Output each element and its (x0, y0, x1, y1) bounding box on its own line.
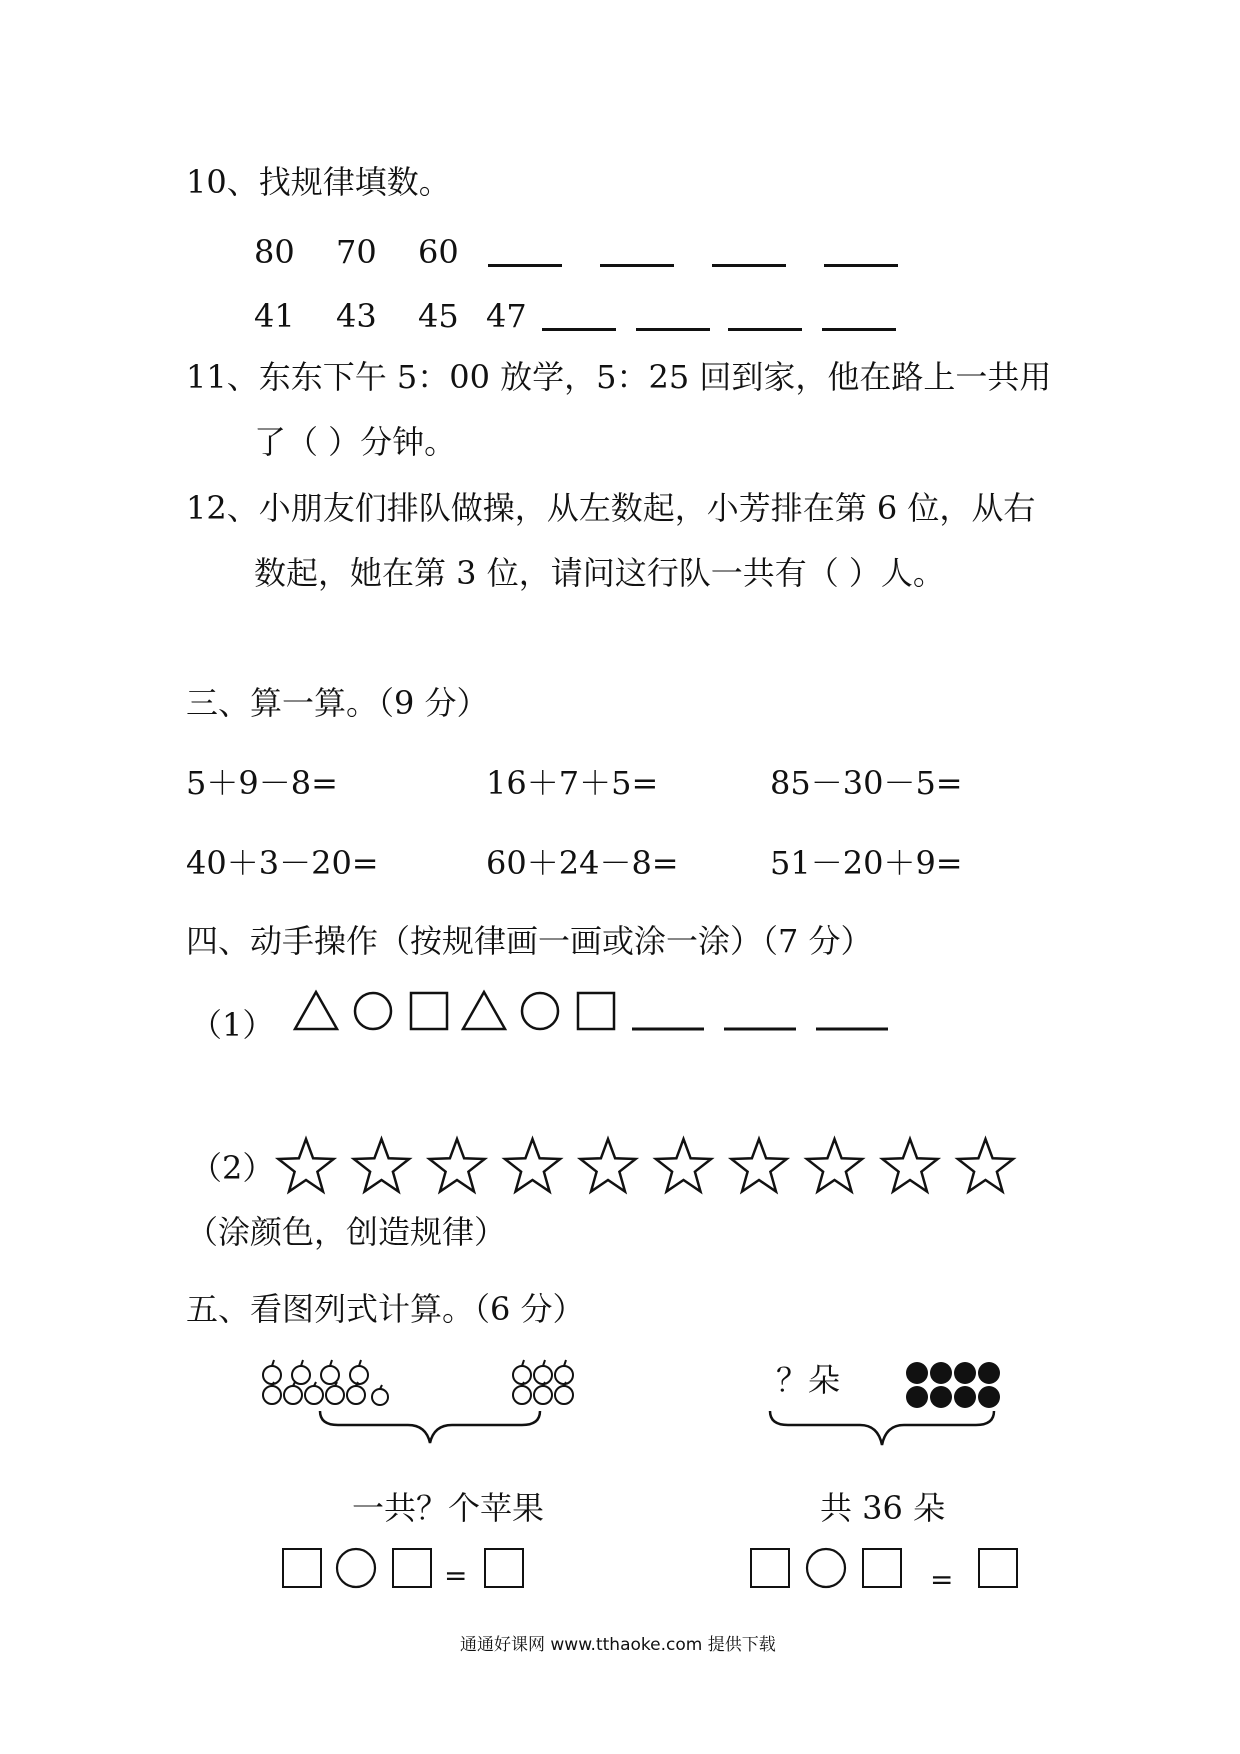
operator-circle[interactable] (334, 1546, 378, 1590)
calc-5: 60＋24－8= (486, 844, 679, 882)
answer-box[interactable] (392, 1548, 432, 1588)
calc-1: 5＋9－8= (186, 764, 338, 802)
star-row[interactable] (272, 1128, 1026, 1208)
triangle-icon (463, 992, 505, 1029)
part2-note: （涂颜色，创造规律） (186, 1213, 507, 1251)
q10-row1-blank-3[interactable] (712, 264, 786, 267)
footer-text: 通通好课网 www.tthaoke.com 提供下载 (460, 1635, 776, 1655)
flower-icon (954, 1362, 976, 1384)
circle-icon (355, 993, 391, 1029)
flower-icon (906, 1362, 928, 1384)
star-icon[interactable] (278, 1139, 333, 1192)
q10-row1-blank-4[interactable] (824, 264, 898, 267)
q10-row2-num-2: 43 (336, 297, 377, 335)
equals-sign: = (444, 1559, 468, 1592)
apple-icon (321, 1360, 339, 1384)
q10-row1-blank-2[interactable] (600, 264, 674, 267)
apple-picture (258, 1355, 608, 1455)
star-icon[interactable] (580, 1139, 635, 1192)
section4-title: 四、动手操作（按规律画一画或涂一涂）（7 分） (186, 922, 873, 960)
apple-icon (326, 1382, 344, 1404)
apple-icon (347, 1382, 365, 1404)
apple-icon (284, 1382, 302, 1404)
flower-icon (978, 1362, 1000, 1384)
apple-icon (350, 1360, 368, 1384)
q10-row2-blank-3[interactable] (728, 328, 802, 331)
q10-row1-blank-1[interactable] (488, 264, 562, 267)
q11-line-1: 11、东东下午 5：00 放学，5：25 回到家，他在路上一共用 (186, 358, 1052, 396)
apple-icon (555, 1382, 573, 1404)
star-icon[interactable] (882, 1139, 937, 1192)
section5-title: 五、看图列式计算。（6 分） (186, 1290, 585, 1328)
star-icon[interactable] (807, 1139, 862, 1192)
answer-box[interactable] (484, 1548, 524, 1588)
star-icon[interactable] (429, 1139, 484, 1192)
flower-icon (978, 1386, 1000, 1408)
apple-icon (513, 1382, 531, 1404)
operator-circle[interactable] (804, 1546, 848, 1590)
flower-icon (930, 1362, 952, 1384)
answer-box[interactable] (750, 1548, 790, 1588)
q10-title: 10、找规律填数。 (186, 163, 451, 201)
apple-icon (263, 1360, 281, 1384)
answer-box[interactable] (282, 1548, 322, 1588)
equals-sign: = (930, 1563, 954, 1596)
flower-picture (760, 1355, 1030, 1465)
apple-icon (263, 1382, 281, 1404)
square-icon (578, 993, 614, 1029)
calc-3: 85－30－5= (770, 764, 963, 802)
calc-2: 16＋7＋5= (486, 764, 659, 802)
part2-label: （2） (190, 1149, 275, 1187)
star-icon[interactable] (354, 1139, 409, 1192)
apple-icon (292, 1360, 310, 1384)
q10-row1-num-1: 80 (254, 233, 295, 271)
brace-icon (320, 1411, 540, 1443)
flower-icon (930, 1386, 952, 1408)
apple-icon (305, 1382, 323, 1404)
flower-icon (906, 1386, 928, 1408)
q10-row2-num-1: 41 (254, 297, 295, 335)
apple-icon (534, 1360, 552, 1384)
apple-icon (555, 1360, 573, 1384)
q12-line-1: 12、小朋友们排队做操，从左数起，小芳排在第 6 位，从右 (186, 489, 1036, 527)
section3-title: 三、算一算。（9 分） (186, 684, 489, 722)
q10-row1-num-3: 60 (418, 233, 459, 271)
flower-caption: 共 36 朵 (820, 1489, 946, 1527)
flower-icon (954, 1386, 976, 1408)
flower-question: ？朵 (776, 1361, 841, 1399)
q10-row2-num-3: 45 (418, 297, 459, 335)
q10-row2-num-4: 47 (486, 297, 527, 335)
q11-line-2: 了（ ）分钟。 (254, 423, 457, 461)
apple-icon (534, 1382, 552, 1404)
circle-icon (522, 993, 558, 1029)
q12-line-2: 数起，她在第 3 位，请问这行队一共有（ ）人。 (254, 554, 945, 592)
star-icon[interactable] (958, 1139, 1013, 1192)
apple-icon (513, 1360, 531, 1384)
apple-icon (372, 1385, 388, 1405)
star-icon[interactable] (731, 1139, 786, 1192)
square-icon (411, 993, 447, 1029)
shape-pattern (290, 985, 910, 1035)
calc-4: 40＋3－20= (186, 844, 379, 882)
q10-row2-blank-2[interactable] (636, 328, 710, 331)
q10-row2-blank-1[interactable] (542, 328, 616, 331)
brace-icon (770, 1411, 994, 1445)
q10-row2-blank-4[interactable] (822, 328, 896, 331)
calc-6: 51－20＋9= (770, 844, 963, 882)
part1-label: （1） (190, 1006, 275, 1044)
star-icon[interactable] (505, 1139, 560, 1192)
answer-box[interactable] (862, 1548, 902, 1588)
star-icon[interactable] (656, 1139, 711, 1192)
answer-box[interactable] (978, 1548, 1018, 1588)
q10-row1-num-2: 70 (336, 233, 377, 271)
apple-caption: 一共？个苹果 (352, 1489, 545, 1527)
triangle-icon (295, 992, 337, 1029)
